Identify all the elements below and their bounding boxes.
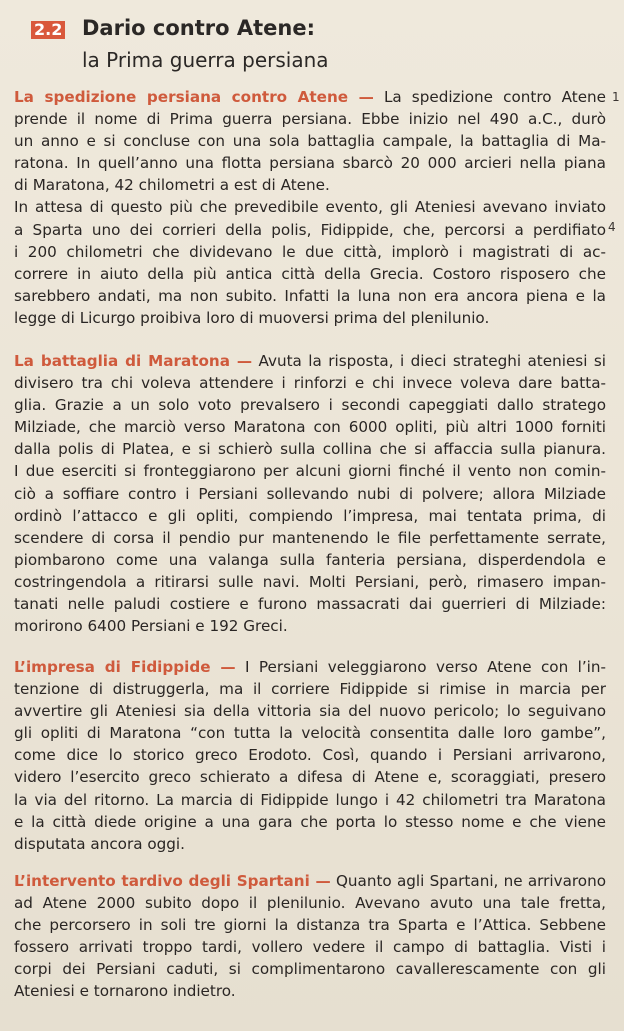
text-line: I due eserciti si fronteggiarono per alcuni giorni finché il vento non comin- (14, 462, 606, 481)
text-line: morirono 6400 Persiani e 192 Greci. (14, 617, 288, 636)
text-line: La battaglia di Maratona — Avuta la risposta, i dieci strateghi ateniesi si (14, 352, 606, 370)
text-line: Ateniesi e tornarono indietro. (14, 982, 236, 1001)
text-line: ciò a soffiare contro i Persiani sollevando nubi di polvere; allora Milziade (14, 484, 606, 503)
text-line: L’intervento tardivo degli Spartani — Quanto agli Spartani, ne arrivarono (14, 872, 606, 890)
text-line: corpi dei Persiani caduti, si complimentarono cavallerescamente con gli (14, 960, 606, 979)
text-line: ratona. In quell’anno una flotta persiana sbarcò 20 000 arcieri nella piana (14, 154, 606, 173)
text-line: fossero arrivati troppo tardi, vollero vedere il campo di battaglia. Visti i (14, 938, 606, 957)
text-line: dalla polis di Platea, e si schierò sulla collina che si affaccia sulla pianura. (14, 440, 606, 459)
section-subtitle: la Prima guerra persiana (82, 48, 329, 72)
text-line: un anno e si concluse con una sola battaglia campale, la battaglia di Ma- (14, 132, 606, 151)
text-line: costringendola a ritirarsi sulle navi. Molti Persiani, però, rimasero impan- (14, 572, 606, 591)
text-line: gli opliti di Maratona “con tutta la velocità consentita dalle loro gambe”, (14, 724, 606, 743)
text-line: Milziade, che marciò verso Maratona con 6000 opliti, più altri 1000 forniti (14, 418, 606, 437)
text-line: la via del ritorno. La marcia di Fidippide lungo i 42 chilometri tra Maratona (14, 790, 606, 809)
text-line: tenzione di distruggerla, ma il corriere Fidippide si rimise in marcia per (14, 680, 606, 699)
text-line: glia. Grazie a un solo voto prevalsero i secondi capeggiati dallo stratego (14, 396, 606, 415)
text-line: prende il nome di Prima guerra persiana. Ebbe inizio nel 490 a.C., durò (14, 110, 606, 129)
text-line: correre in aiuto della più antica città della Grecia. Costoro risposero che (14, 264, 606, 283)
paragraph-spedizione (14, 86, 606, 329)
paragraph-fidippide (14, 656, 606, 855)
text-line: legge di Licurgo proibiva loro di muoversi prima del plenilunio. (14, 308, 490, 327)
text-line: divisero tra chi voleva attendere i rinforzi e chi invece voleva dare batta- (14, 374, 606, 393)
text-line: e la città diede origine a una gara che porta lo stesso nome e che viene (14, 812, 606, 831)
paragraph-heading: L’intervento tardivo degli Spartani — (14, 872, 331, 890)
paragraph-heading: La spedizione persiana contro Atene — (14, 88, 374, 106)
text-line: di Maratona, 42 chilometri a est di Atene. (14, 176, 330, 195)
text-line: come dice lo storico greco Erodoto. Così, quando i Persiani arrivarono, (14, 746, 606, 765)
text-line: In attesa di questo più che prevedibile evento, gli Ateniesi avevano inviato (14, 198, 606, 217)
paragraph-spartani (14, 870, 606, 1003)
text-line: La spedizione persiana contro Atene — La spedizione contro Atene (14, 88, 607, 106)
text-line: ordinò l’attacco e gli opliti, compiendo l’impresa, mai tentata prima, di (14, 506, 606, 525)
text-line: L’impresa di Fidippide — I Persiani veleggiarono verso Atene con l’in- (14, 658, 607, 676)
text-line: a Sparta uno dei corrieri della polis, Fidippide, che, percorsi a perdifiato (14, 220, 606, 239)
text-line: piombarono come una valanga sulla fanteria persiana, disperdendola e (14, 550, 606, 569)
margin-mark: 1 (612, 90, 620, 104)
text-line: videro l’esercito greco schierato a difesa di Atene e, scoraggiati, presero (14, 768, 606, 787)
text-line: avvertire gli Ateniesi sia della vittoria sia del nuovo pericolo; lo seguivano (14, 702, 606, 721)
text-line: sarebbero andati, ma non subito. Infatti la luna non era ancora piena e la (14, 286, 606, 305)
section-title: Dario contro Atene: (82, 16, 315, 40)
text-line: tanati nelle paludi costiere e furono massacrati dai guerrieri di Milziade: (14, 595, 606, 614)
text-line: scendere di corsa il pendio pur mantenendo le file perfettamente serrate, (14, 528, 606, 547)
margin-mark: 4 (608, 220, 616, 234)
text-line: i 200 chilometri che dividevano le due città, implorò i magistrati di ac- (14, 242, 606, 261)
paragraph-maratona (14, 350, 606, 637)
paragraph-heading: La battaglia di Maratona — (14, 352, 253, 370)
section-number-badge: 2.2 (31, 21, 65, 39)
text-line: che percorsero in soli tre giorni la distanza tra Sparta e l’Attica. Sebbene (14, 916, 606, 935)
text-line: disputata ancora oggi. (14, 834, 185, 853)
paragraph-heading: L’impresa di Fidippide — (14, 658, 236, 676)
text-line: ad Atene 2000 subito dopo il plenilunio. Avevano avuto una tale fretta, (14, 894, 606, 913)
